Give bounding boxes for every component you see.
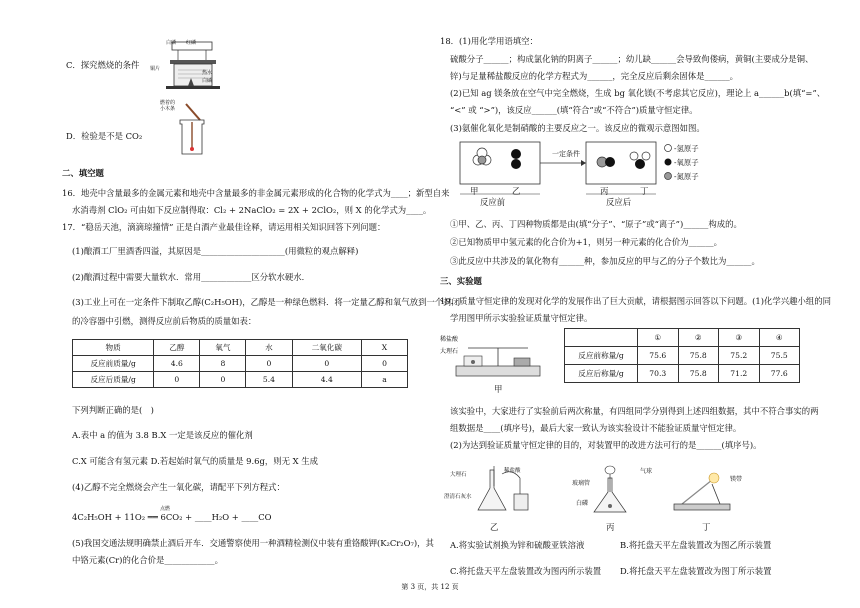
table-cell: 70.3 (638, 365, 679, 383)
q17-part-5b: 中铬元素(Cr)的化合价是____________。 (72, 555, 223, 565)
q19-choice-d: D.将托盘天平左盘装置改为图丁所示装置 (620, 566, 772, 576)
q18-line-4: (2)已知 ag 镁条放在空气中完全燃烧，生成 bg 氧化镁(不考虑其它反应)，理论上 a______b(填“=”、 (450, 88, 826, 98)
label-yi: 乙 (512, 186, 521, 196)
legend-nitrogen: -氮原子 (674, 172, 699, 181)
q17-choice-a: A.表中 a 的值为 3.8 B.X 一定是该反应的催化剂 (72, 430, 253, 440)
table-cell: 71.2 (719, 365, 760, 383)
table-cell: 75.8 (678, 347, 719, 365)
q17-part-3b: 的冷容器中引燃，测得反应前后物质的质量如表： (72, 316, 257, 326)
q18-line-1: 18．(1)用化学用语填空： (440, 36, 538, 46)
fig-jia-caption: 甲 (494, 384, 503, 394)
table-cell: 0 (246, 356, 292, 372)
q18-sub-2: ②已知物质甲中氢元素的化合价为+1，则另一种元素的化合价为______。 (450, 237, 722, 247)
q17-part-5a: (5)我国交通法规明确禁止酒后开车．交通警察使用一种酒精检测仪中装有重铬酸钾(K₂Cr₂O₇)，其 (72, 538, 434, 548)
q17-judge: 下列判断正确的是( ) (72, 405, 154, 415)
label-ding: 丁 (640, 186, 649, 196)
q18-sub-3: ③此反应中共涉及的氧化物有______种，参加反应的甲与乙的分子个数比为______。 (450, 256, 760, 266)
fig-jia-label-1: 稀盐酸 (440, 336, 459, 343)
q19-choice-b: B.将托盘天平左盘装置改为图乙所示装置 (620, 540, 772, 550)
option-d: D．检验是不是 CO₂ (66, 131, 143, 141)
legend-oxygen: -氧原子 (674, 158, 699, 167)
reaction-condition: 点燃 (160, 506, 171, 512)
table-cell: 水 (246, 340, 292, 356)
fig-ding-caption: 丁 (702, 522, 711, 532)
table-cell: 75.2 (719, 347, 760, 365)
table-row (73, 356, 408, 372)
q17-part-3a: (3)工业上可在一定条件下制取乙醇(C₂H₅OH)，乙醇是一种绿色燃料．将一定量乙醇和氧气放到一个封闭 (72, 297, 460, 307)
table-cell: 反应前质量/g (73, 356, 154, 372)
q17-part-2: (2)酿酒过程中需要大量软水．常用____________区分软水硬水． (72, 272, 310, 282)
apparatus-yi-figure (460, 464, 540, 520)
table-cell: 反应后称量/g (565, 365, 638, 383)
table-cell: 反应前称量/g (565, 347, 638, 365)
table-cell: X (362, 340, 408, 356)
table-cell: 5.4 (246, 372, 292, 388)
table-cell (565, 329, 638, 347)
label-bing: 丙 (600, 186, 609, 196)
section-experiment: 三、实验题 (440, 276, 482, 286)
q17-part-1: (1)酿酒工厂里酒香四溢，其原因是____________________(用微粒的观点解释) (72, 246, 359, 256)
table-cell: 0 (362, 356, 408, 372)
q18-line-2: 硫酸分子______；构成氯化钠的阴离子______；幼儿缺______会导致佝偻病，黄铜(主要成分是铜、 (450, 54, 814, 64)
q19-choice-a: A.将实验试剂换为锌和硫酸亚铁溶液 (450, 540, 585, 550)
label-condition: 一定条件 (552, 150, 580, 158)
fig-yi-label-2: 稀盐酸 (504, 468, 521, 474)
table-row (565, 347, 800, 365)
q16-line-1: 16．地壳中含量最多的金属元素和地壳中含量最多的非金属元素形成的化合物的化学式为____；新型自来 (62, 188, 450, 198)
q17-part-4: (4)乙醇不完全燃烧会产生一氧化碳，请配平下列方程式： (72, 482, 285, 492)
label-jia: 甲 (470, 186, 479, 196)
weighing-table (564, 328, 800, 383)
table-cell: 0 (200, 372, 246, 388)
q18-line-3: 锌)与足量稀盐酸反应的化学方程式为______，完全反应后剩余固体是______。 (450, 71, 739, 81)
table-row (565, 329, 800, 347)
fig-d-label-1: 燃着的 (160, 100, 176, 106)
q17-choice-c: C.X 可能含有氢元素 D.若起始时氧气的质量是 9.6g，则无 X 生成 (72, 456, 319, 466)
q19-choice-c: C.将托盘天平左盘装置改为图丙所示装置 (450, 566, 602, 576)
q17-equation: 4C₂H₅OH + 11O₂ ══ 6CO₂ + ____H₂O + ____CO (72, 512, 272, 522)
table-cell: a (362, 372, 408, 388)
q19-line-5: (2)为达到验证质量守恒定律的目的，对装置甲的改进方法可行的是______(填序号)。 (450, 440, 762, 450)
fig-bing-caption: 丙 (606, 522, 615, 532)
table-cell: 乙醇 (154, 340, 200, 356)
fig-c-label-3: 铜片 (150, 66, 161, 72)
table-cell: 75.5 (759, 347, 800, 365)
label-after: 反应后 (606, 197, 632, 207)
table-cell: 8 (200, 356, 246, 372)
table-cell: 二氧化碳 (292, 340, 362, 356)
legend-hydrogen: -氢原子 (674, 144, 699, 153)
q19-line-1: 19．质量守恒定律的发现对化学的发展作出了巨大贡献，请根据图示回答以下问题。(1)化学兴趣小组的同 (440, 296, 832, 306)
table-cell: 0 (154, 372, 200, 388)
table-row (73, 340, 408, 356)
table-cell: ② (678, 329, 719, 347)
page-footer: 第 3 页，共 12 页 (401, 583, 459, 591)
table-cell: 4.4 (292, 372, 362, 388)
q16-line-2: 水消毒剂 ClO₂ 可由如下反应制得取：Cl₂ + 2NaClO₂ = 2X + 2ClO₂，则 X 的化学式为____。 (72, 205, 432, 215)
table-cell: 物质 (73, 340, 154, 356)
q19-line-4: 组数据是____(填序号)，最后大家一致认为该实验设计不能验证质量守恒定律。 (450, 423, 742, 433)
mass-table (72, 339, 408, 388)
fig-c-label-1: 白磷 (166, 40, 177, 46)
fig-ding-label-1: 镁带 (730, 476, 743, 483)
table-cell: 4.6 (154, 356, 200, 372)
q18-line-5: “<” 或 “>”)，该反应______(填“符合”或“不符合”)质量守恒定律。 (450, 105, 698, 115)
fig-bing-label-3: 白磷 (576, 500, 589, 507)
table-cell: 氧气 (200, 340, 246, 356)
fig-jia-label-2: 大理石 (440, 348, 459, 355)
fig-c-label-4: 热水 (202, 70, 213, 76)
table-row (565, 365, 800, 383)
table-row (73, 372, 408, 388)
q18-line-6: (3)氨催化氧化是制硝酸的主要反应之一。该反应的微观示意图如图。 (450, 123, 705, 133)
table-cell: 0 (292, 356, 362, 372)
table-cell: ① (638, 329, 679, 347)
table-cell: 77.6 (759, 365, 800, 383)
q19-line-3: 该实验中，大家进行了实验前后两次称量，有四组同学分别得到上述四组数据，其中不符合事实的两 (450, 406, 819, 416)
fig-d-label-2: 小木条 (160, 106, 176, 112)
label-before: 反应前 (480, 197, 506, 207)
table-cell: ④ (759, 329, 800, 347)
option-c: C．探究燃烧的条件 (66, 60, 140, 70)
fig-c-label-2: 红磷 (186, 40, 197, 46)
fig-c-label-5: 白磷 (202, 78, 213, 84)
q19-line-2: 学用图甲所示实验验证质量守恒定律。 (450, 313, 593, 323)
fig-yi-caption: 乙 (490, 522, 499, 532)
fig-yi-label-3: 澄清石灰水 (444, 494, 472, 500)
q18-sub-1: ①甲、乙、丙、丁四种物质都是由(填“分子”、“原子”或“离子”)______构成的。 (450, 219, 742, 229)
fig-bing-label-2: 气球 (640, 468, 653, 475)
section-fill-in: 二、填空题 (62, 168, 104, 178)
table-cell: 75.6 (638, 347, 679, 365)
balance-figure (448, 328, 548, 382)
co2-test-figure (170, 100, 210, 158)
fig-yi-label-1: 大理石 (450, 472, 467, 478)
table-cell: ③ (719, 329, 760, 347)
q17-line-1: 17．“稳岳天池，滴滴琼撞情” 正是白酒产业最佳诠释，请运用相关知识回答下列问题： (62, 222, 386, 232)
table-cell: 反应后质量/g (73, 372, 154, 388)
apparatus-ding-figure (668, 464, 748, 520)
table-cell: 75.8 (678, 365, 719, 383)
fig-bing-label-1: 玻璃管 (572, 480, 591, 487)
